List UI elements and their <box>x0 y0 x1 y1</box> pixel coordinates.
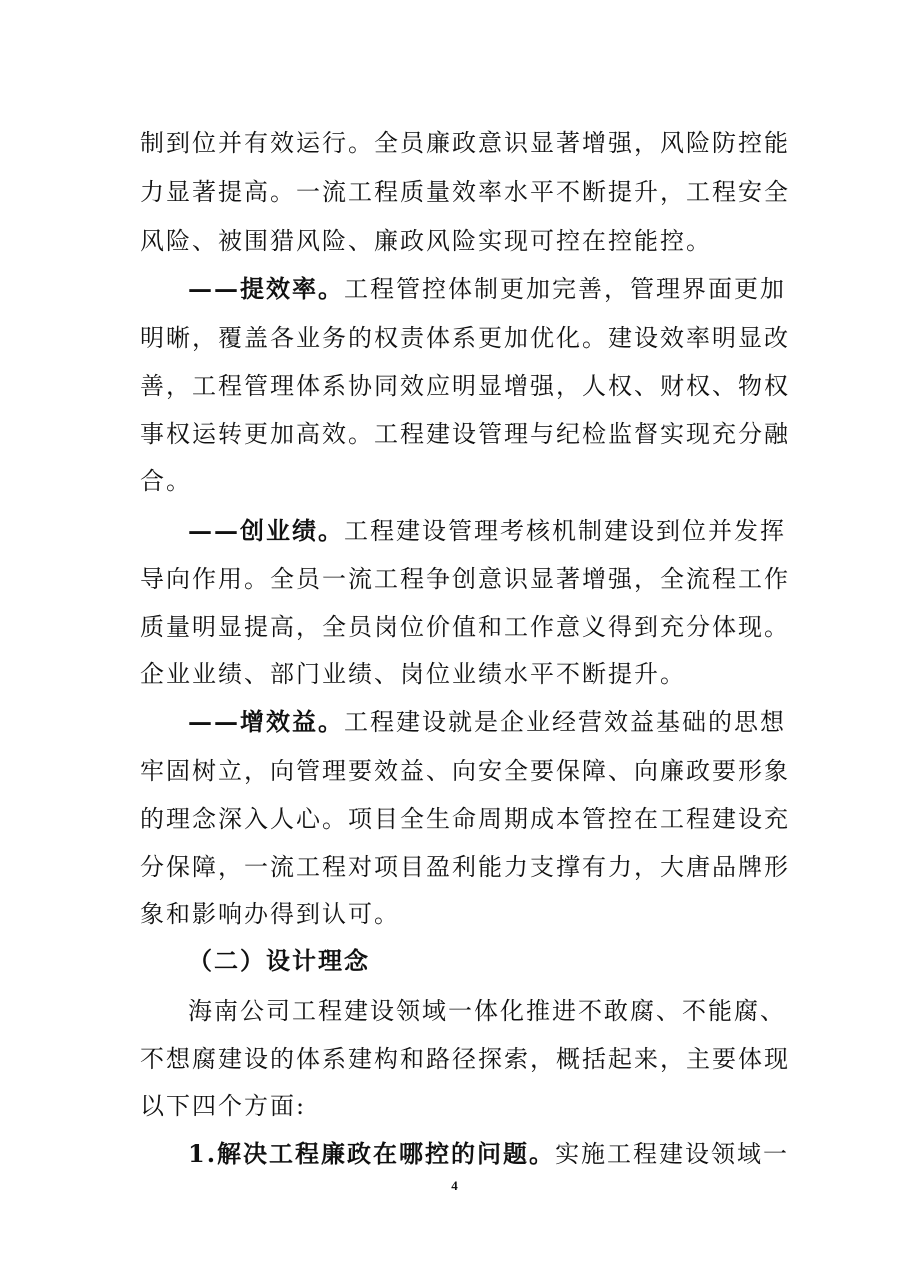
line-text: 牢固树立，向管理要效益、向安全要保障、向廉政要形象 <box>140 757 790 785</box>
line-text: 不想腐建设的体系建构和路径探索，概括起来，主要体现 <box>140 1045 790 1073</box>
paragraph-line <box>188 515 786 547</box>
paragraph-line <box>140 755 790 787</box>
page-number: 4 <box>451 1178 458 1193</box>
line-text: 质量明显提高，全员岗位价值和工作意义得到充分体现。 <box>140 613 790 641</box>
line-text: 制到位并有效运行。全员廉政意识显著增强，风险防控能 <box>140 129 790 157</box>
line-text: 导向作用。全员一流工程争创意识显著增强，全流程工作 <box>140 565 790 593</box>
line-text: 的理念深入人心。项目全生命周期成本管控在工程建设充 <box>140 805 790 833</box>
line-text: 合。 <box>140 467 192 495</box>
paragraph-line <box>140 322 790 354</box>
line-text: 善，工程管理体系协同效应明显增强，人权、财权、物权 <box>140 372 790 400</box>
paragraph-line <box>140 370 790 402</box>
line-text: 工程建设管理考核机制建设到位并发挥 <box>344 517 786 545</box>
paragraph-lead: 1.解决工程廉政在哪控的问题。 <box>188 1139 556 1168</box>
line-text: 力显著提高。一流工程质量效率水平不断提升，工程安全 <box>140 178 790 206</box>
paragraph-line <box>140 418 790 450</box>
paragraph-lead: ——创业绩。 <box>188 516 344 545</box>
paragraph-lead: ——增效益。 <box>188 707 344 736</box>
line-text: 以下四个方面: <box>140 1092 307 1120</box>
paragraph-line <box>140 658 780 690</box>
paragraph-line <box>140 563 790 595</box>
paragraph-line <box>188 995 786 1027</box>
section-heading: （二）设计理念 <box>188 946 370 975</box>
paragraph-line <box>140 176 790 208</box>
line-text: 分保障，一流工程对项目盈利能力支撑有力，大唐品牌形 <box>140 853 790 881</box>
paragraph-line <box>188 706 786 738</box>
line-text: 工程管控体制更加完善，管理界面更加 <box>344 275 786 303</box>
paragraph-line <box>140 898 780 930</box>
paragraph-line <box>140 851 790 883</box>
line-text: 企业业绩、部门业绩、岗位业绩水平不断提升。 <box>140 660 686 688</box>
paragraph-line <box>188 1138 790 1170</box>
line-text: 风险、被围猎风险、廉政风险实现可控在控能控。 <box>140 227 712 255</box>
paragraph-lead: ——提效率。 <box>188 274 344 303</box>
paragraph-line <box>140 1043 790 1075</box>
line-text: 实施工程建设领域一 <box>555 1140 790 1168</box>
paragraph-line <box>140 611 790 643</box>
paragraph-line <box>140 127 790 159</box>
paragraph-line <box>188 273 786 305</box>
paragraph-line <box>140 225 780 257</box>
line-text: 事权运转更加高效。工程建设管理与纪检监督实现充分融 <box>140 420 790 448</box>
line-text: 海南公司工程建设领域一体化推进不敢腐、不能腐、 <box>188 997 786 1025</box>
paragraph-line <box>140 1090 780 1122</box>
paragraph-line <box>140 803 790 835</box>
paragraph-line <box>140 465 780 497</box>
line-text: 明晰，覆盖各业务的权责体系更加优化。建设效率明显改 <box>140 324 790 352</box>
line-text: 象和影响办得到认可。 <box>140 900 400 928</box>
line-text: 工程建设就是企业经营效益基础的思想 <box>344 708 786 736</box>
